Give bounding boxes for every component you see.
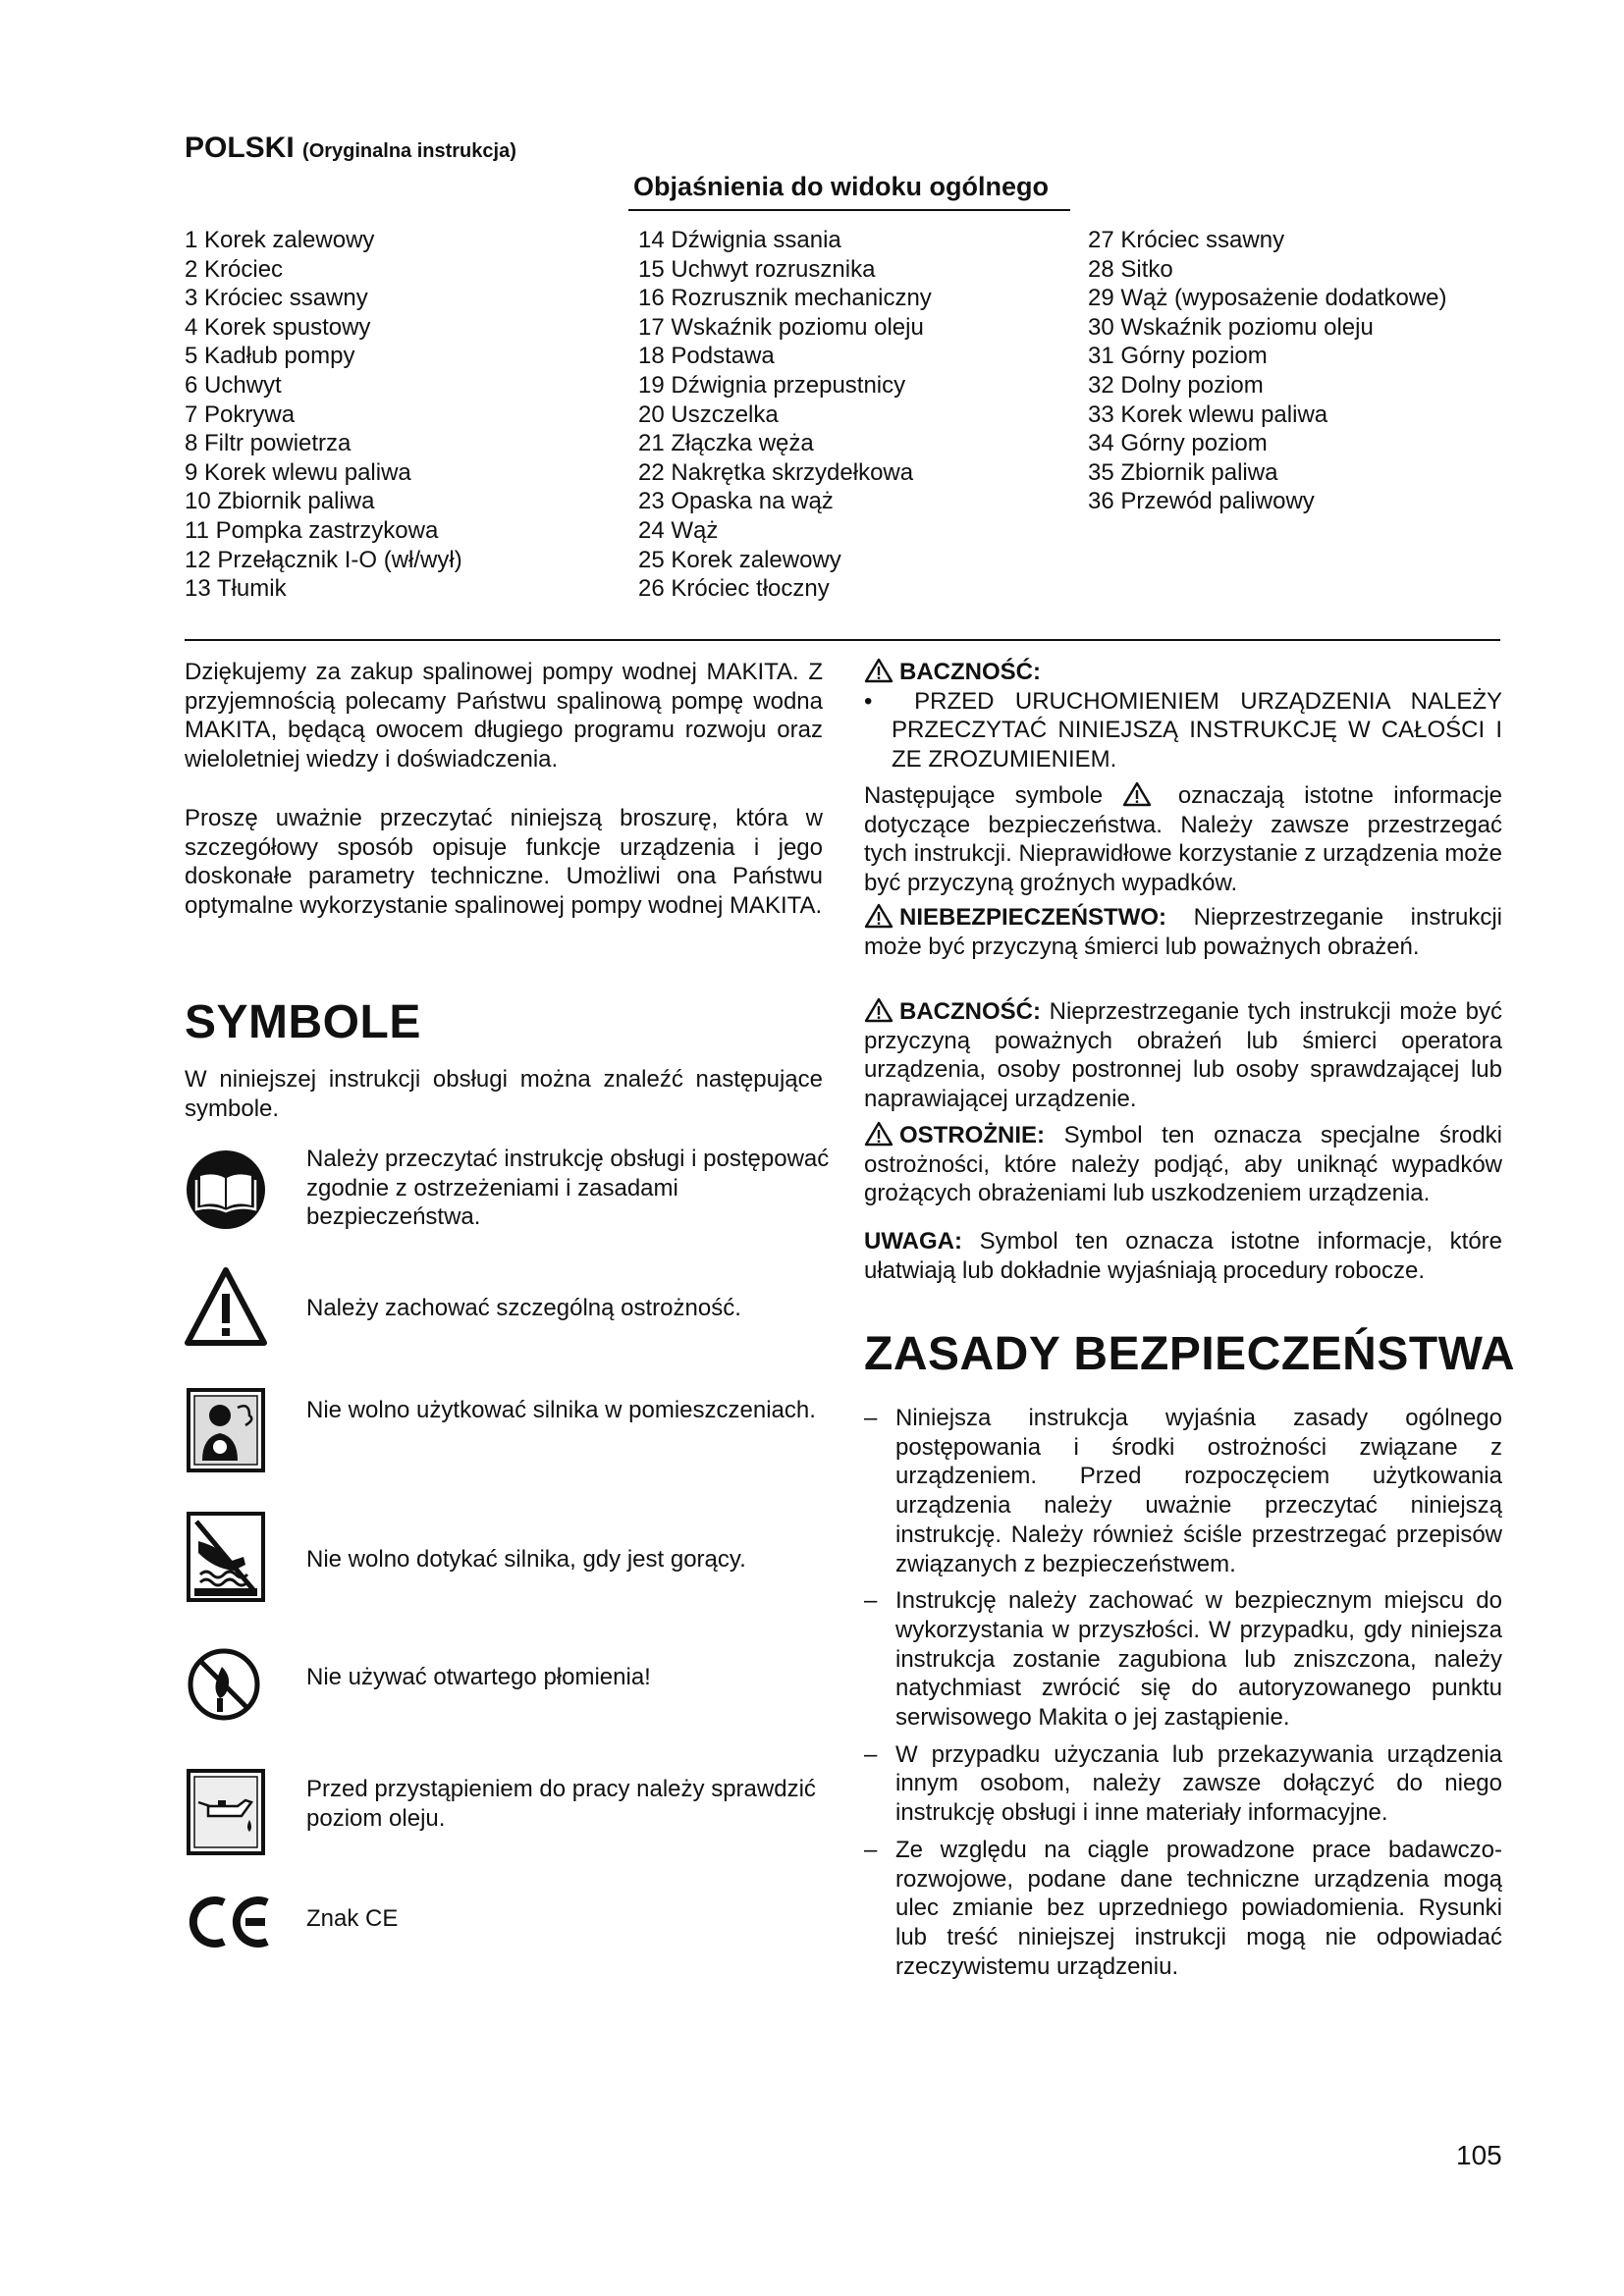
legend-item: 5 Kadłub pompy <box>185 343 355 370</box>
hot-surface-icon <box>185 1510 267 1609</box>
symbol-description: Nie wolno użytkować silnika w pomieszczeniach. <box>306 1397 816 1423</box>
legend-item: 26 Króciec tłoczny <box>638 575 830 603</box>
safety-heading: ZASADY BEZPIECZEŃSTWA <box>864 1328 1515 1380</box>
legend-item: 21 Złączka węża <box>638 430 814 457</box>
intro-paragraph-1: Dziękujemy za zakup spalinowej pompy wodnej MAKITA. Z przyjemnością polecamy Państwu spalinową pompę wodna MAKITA, będącą owocem długiego programu rozwoju oraz wieloletniej wiedzy i doświadczenia. <box>185 659 823 774</box>
legend-item: 16 Rozrusznik mechaniczny <box>638 285 932 312</box>
legend-item: 14 Dźwignia ssania <box>638 227 841 253</box>
legend-item: 15 Uchwyt rozrusznika <box>638 255 876 283</box>
careful-label: OSTROŻNIE: <box>899 1122 1045 1148</box>
legend-item: 2 Króciec <box>185 255 284 283</box>
language-label: POLSKI <box>185 132 295 164</box>
legend-item: 1 Korek zalewowy <box>185 227 375 253</box>
symbols-heading: SYMBOLE <box>185 996 421 1048</box>
legend-divider <box>628 209 1070 211</box>
legend-item: 29 Wąż (wyposażenie dodatkowe) <box>1088 285 1447 312</box>
list-dash: – <box>864 1836 878 1863</box>
intro-paragraph-2: Proszę uważnie przeczytać niniejszą broszurę, która w szczegółowy sposób opisuje funkcje urządzenia i jego doskonałe parametry techniczne. Umożliwi ona Państwu optymalne wykorzystanie spalinowej pompy wodnej MAKITA. <box>185 805 823 920</box>
legend-item: 3 Króciec ssawny <box>185 285 368 312</box>
legend-item: 31 Górny poziom <box>1088 343 1268 370</box>
legend-item: 7 Pokrywa <box>185 400 296 428</box>
warning-triangle-icon <box>864 1121 893 1147</box>
note-text: Symbol ten oznacza istotne informacje, które ułatwiają lub dokładnie wyjaśniają procedury robocze. <box>864 1228 1503 1284</box>
legend-column-2 <box>638 226 932 604</box>
caution-label: BACZNOŚĆ: <box>899 659 1041 685</box>
symbols-explanation-start: Następujące symbole <box>864 782 1104 809</box>
legend-item: 8 Filtr powietrza <box>185 430 352 457</box>
legend-column-3 <box>1088 226 1447 516</box>
warning-triangle-icon <box>864 903 893 929</box>
list-dash: – <box>864 1587 878 1615</box>
legend-item: 10 Zbiornik paliwa <box>185 488 375 515</box>
caution-heading <box>864 658 1502 687</box>
legend-item: 19 Dźwignia przepustnicy <box>638 371 906 399</box>
legend-item: 33 Korek wlewu paliwa <box>1088 400 1328 428</box>
danger-block <box>864 903 1502 961</box>
symbols-explanation <box>864 781 1502 898</box>
symbols-explanation-end: oznaczają istotne informacje dotyczące bezpieczeństwa. Należy zawsze przestrzegać tych instrukcji. Nieprawidłowe korzystanie z urządzenia może być przyczyną groźnych wypadków. <box>864 782 1503 897</box>
language-heading <box>185 132 516 165</box>
symbol-description: Należy przeczytać instrukcję obsługi i postępować zgodnie z ostrzeżeniami i zasadami bezpieczeństwa. <box>306 1146 830 1231</box>
symbol-description: Nie wolno dotykać silnika, gdy jest gorący. <box>306 1546 746 1573</box>
warning-text: Nieprzestrzeganie tych instrukcji może być przyczyną poważnych obrażeń lub śmierci operatora urządzenia, osoby postronnej lub osoby sprawdzającej lub naprawiającej urządzenie. <box>864 998 1502 1113</box>
legend-item: 17 Wskaźnik poziomu oleju <box>638 313 924 341</box>
legend-item: 27 Króciec ssawny <box>1088 227 1285 253</box>
warning-triangle-icon <box>864 658 893 683</box>
page-number: 105 <box>1456 2140 1502 2170</box>
symbol-description: Nie używać otwartego płomienia! <box>306 1664 651 1690</box>
legend-item: 6 Uchwyt <box>185 371 282 399</box>
list-item-text: W przypadku użyczania lub przekazywania urządzenia innym osobom, należy zawsze dołączyć do niego instrukcję obsługi i inne materiały informacyjne. <box>895 1740 1502 1827</box>
symbol-description: Przed przystąpieniem do pracy należy sprawdzić poziom oleju. <box>306 1776 816 1832</box>
ce-mark-icon <box>185 1895 273 1954</box>
careful-text: Symbol ten oznacza specjalne środki ostrożności, które należy podjąć, aby uniknąć wypadków grożących obrażeniami lub uszkodzeniem urządzenia. <box>864 1122 1502 1207</box>
danger-text: Nieprzestrzeganie instrukcji może być przyczyną śmierci lub poważnych obrażeń. <box>864 904 1503 960</box>
warning-block <box>864 997 1502 1114</box>
careful-block <box>864 1121 1502 1208</box>
legend-item: 20 Uszczelka <box>638 400 779 428</box>
legend-item: 25 Korek zalewowy <box>638 546 841 573</box>
symbol-description: Należy zachować szczególną ostrożność. <box>306 1295 741 1321</box>
legend-item: 4 Korek spustowy <box>185 313 371 341</box>
list-item <box>864 1836 1502 1982</box>
warning-triangle-icon <box>864 997 893 1023</box>
caution-bullet: • PRZED URUCHOMIENIEM URZĄDZENIA NALEŻY PRZECZYTAĆ NINIEJSZĄ INSTRUKCJĘ W CAŁOŚCI I ZE ZROZUMIENIEM. <box>864 687 1502 774</box>
legend-item: 18 Podstawa <box>638 343 775 370</box>
list-item-text: Ze względu na ciągle prowadzone prace badawczo-rozwojowe, podane dane techniczne urządzenia mogą ulec zmianie bez uprzedniego powiadomienia. Rysunki lub treść niniejszej instrukcji mogą nie odpowiadać rzeczywistemu urządzeniu. <box>895 1836 1502 1980</box>
list-item <box>864 1586 1502 1733</box>
read-manual-icon <box>185 1148 267 1236</box>
list-item <box>864 1740 1502 1828</box>
legend-item: 30 Wskaźnik poziomu oleju <box>1088 313 1374 341</box>
safety-list <box>864 1404 1502 1989</box>
note-block <box>864 1227 1502 1285</box>
legend-title: Objaśnienia do widoku ogólnego <box>633 172 1050 201</box>
legend-item: 24 Wąż <box>638 516 719 544</box>
list-dash: – <box>864 1740 878 1768</box>
warning-label: BACZNOŚĆ: <box>899 998 1041 1025</box>
danger-label: NIEBEZPIECZEŃSTWO: <box>899 904 1167 931</box>
section-divider <box>185 639 1500 641</box>
warning-triangle-icon <box>185 1266 267 1354</box>
warning-triangle-icon <box>1122 781 1152 807</box>
caution-block <box>864 658 1502 774</box>
legend-item: 32 Dolny poziom <box>1088 371 1264 399</box>
list-item <box>864 1404 1502 1578</box>
list-item-text: Niniejsza instrukcja wyjaśnia zasady ogólnego postępowania i środki ostrożności związane z urządzeniem. Przed rozpoczęciem użytkowania urządzenia należy uważnie przeczytać niniejszą instrukcję. Należy również ściśle przestrzegać przepisów związanych z bezpieczeństwem. <box>895 1405 1502 1577</box>
list-item-text: Instrukcję należy zachować w bezpiecznym miejscu do wykorzystania w przyszłości. W przypadku, gdy niniejsza instrukcja zostanie zagubiona lub zniszczona, należy natychmiast zwrócić się do autoryzowanego punktu serwisowego Makita o jej zastąpienie. <box>895 1587 1502 1732</box>
legend-item: 9 Korek wlewu paliwa <box>185 458 411 486</box>
caution-bullet-text: PRZED URUCHOMIENIEM URZĄDZENIA NALEŻY PRZECZYTAĆ NINIEJSZĄ INSTRUKCJĘ W CAŁOŚCI I ZE ZROZUMIENIEM. <box>892 687 1502 774</box>
legend-item: 13 Tłumik <box>185 575 287 603</box>
note-label: UWAGA: <box>864 1228 962 1255</box>
legend-item: 35 Zbiornik paliwa <box>1088 458 1278 486</box>
legend-item: 12 Przełącznik I-O (wł/wył) <box>185 546 462 573</box>
legend-item: 34 Górny poziom <box>1088 430 1268 457</box>
symbol-description: Znak CE <box>306 1905 399 1932</box>
no-open-flame-icon <box>185 1645 263 1729</box>
oil-level-check-icon <box>185 1767 267 1862</box>
language-note: (Oryginalna instrukcja) <box>302 140 516 162</box>
legend-item: 36 Przewód paliwowy <box>1088 488 1315 515</box>
legend-item: 22 Nakrętka skrzydełkowa <box>638 458 914 486</box>
legend-item: 28 Sitko <box>1088 255 1173 283</box>
legend-column-1 <box>185 226 462 604</box>
list-dash: – <box>864 1405 878 1431</box>
legend-item: 23 Opaska na wąż <box>638 488 834 515</box>
no-indoor-use-icon <box>185 1386 267 1479</box>
legend-item: 11 Pompka zastrzykowa <box>185 516 439 544</box>
symbols-intro: W niniejszej instrukcji obsługi można znaleźć następujące symbole. <box>185 1066 823 1122</box>
